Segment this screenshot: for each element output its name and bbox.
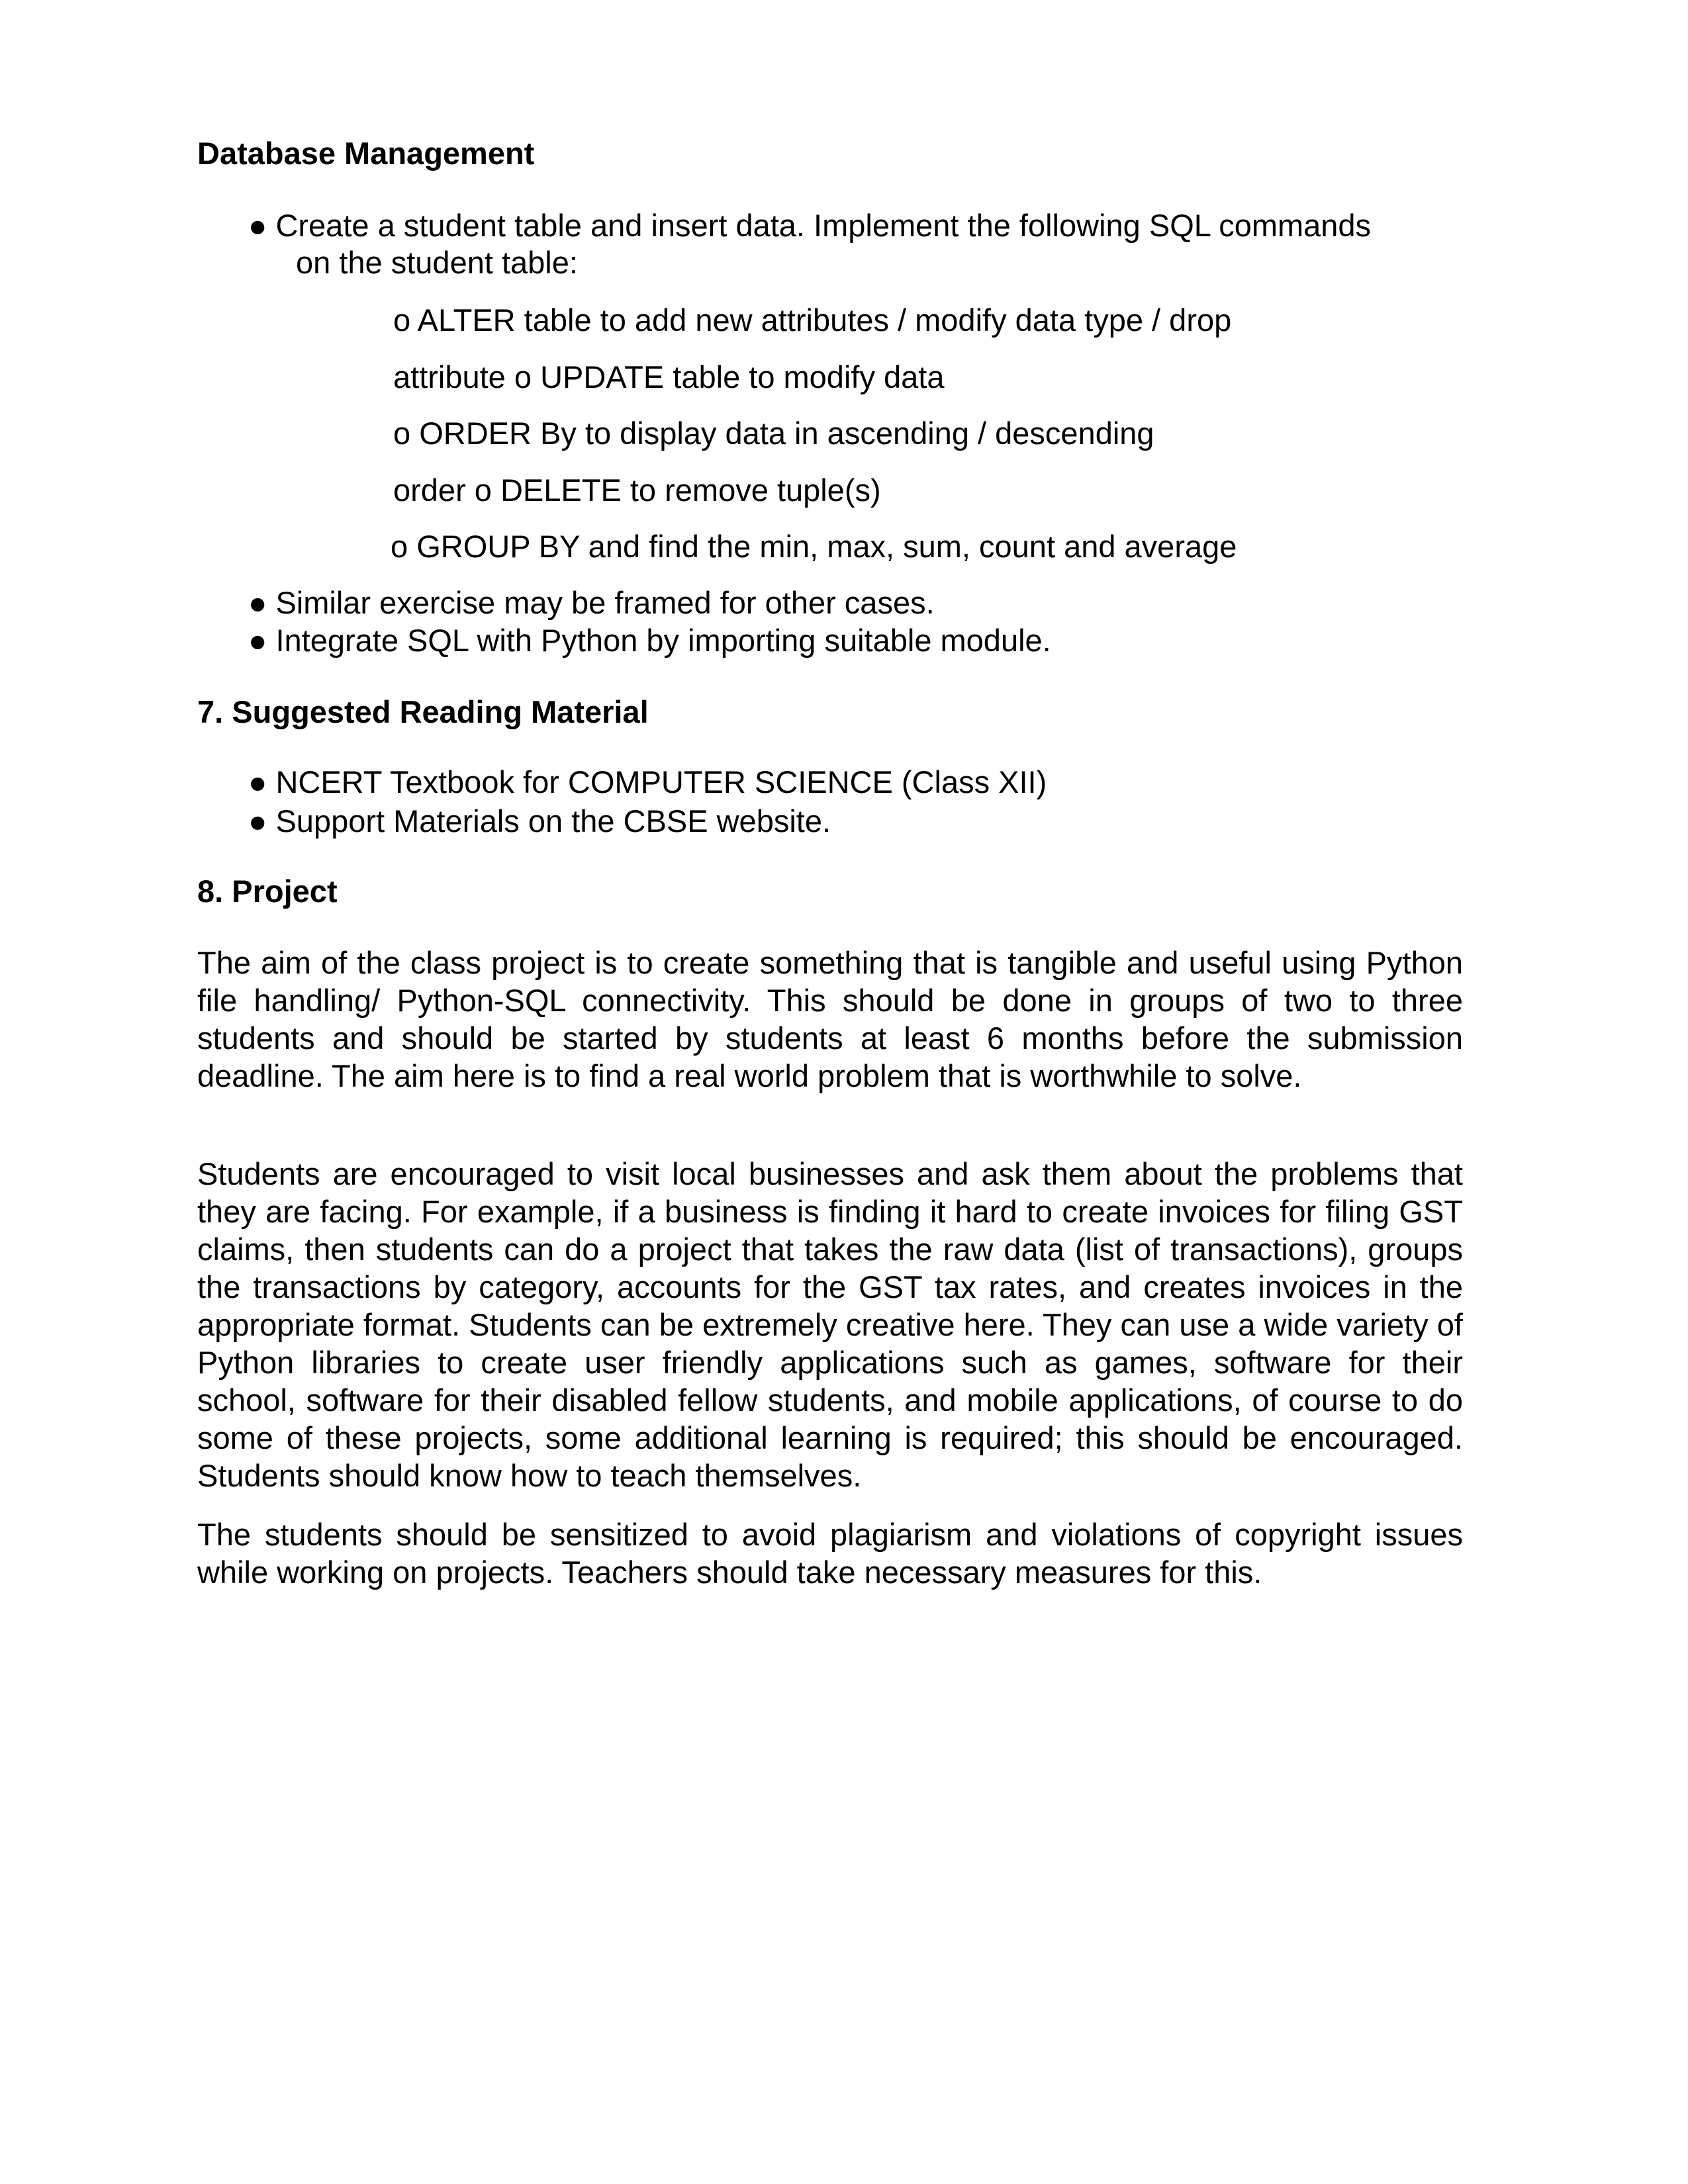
project-paragraph-plagiarism: The students should be sensitized to avoid plagiarism and violations of copyright issues while working on projects. Teachers should take necessary measures for this. <box>197 1517 1463 1590</box>
bullet-create-table-line1: ● Create a student table and insert data. Implement the following SQL commands <box>248 208 1372 243</box>
bullet-create-table-line2: on the student table: <box>296 245 578 280</box>
sql-subitem: o GROUP BY and find the min, max, sum, count and average <box>391 529 1237 564</box>
project-paragraph-businesses: Students are encouraged to visit local businesses and ask them about the problems that they are facing. For example, if a business is finding it hard to create invoices for filing GST claims, then students can do a project that takes the raw data (list of transactions), groups the transactions by category, accounts for the GST tax rates, and creates invoices in the appropriate format. Students can be extremely creative here. They can use a wide variety of Python libraries to create user friendly applications such as games, software for their school, software for their disabled fellow students, and mobile applications, of course to do some of these projects, some additional learning is required; this should be encouraged. Students should know how to teach themselves. <box>197 1156 1463 1493</box>
bullet-similar-exercise: ● Similar exercise may be framed for other cases. <box>248 585 935 620</box>
section-heading-database-management: Database Management <box>197 136 535 171</box>
reading-item-ncert: ● NCERT Textbook for COMPUTER SCIENCE (Class XII) <box>248 764 1047 799</box>
sql-subitem: order o DELETE to remove tuple(s) <box>393 473 881 508</box>
sql-subitem: attribute o UPDATE table to modify data <box>393 359 945 394</box>
project-paragraph-aim: The aim of the class project is to create something that is tangible and useful using Python file handling/ Python-SQL connectivity. This should be done in groups of two to three students and should be started by students at least 6 months before the submission deadline. The aim here is to find a real world problem that is worthwhile to solve. <box>197 945 1463 1093</box>
section-heading-project: 8. Project <box>197 874 338 909</box>
section-heading-reading: 7. Suggested Reading Material <box>197 694 649 729</box>
sql-subitem: o ORDER By to display data in ascending / descending <box>393 416 1154 451</box>
sql-subitem: o ALTER table to add new attributes / modify data type / drop <box>393 302 1232 338</box>
bullet-integrate-sql: ● Integrate SQL with Python by importing suitable module. <box>248 623 1051 658</box>
reading-item-cbse: ● Support Materials on the CBSE website. <box>248 803 831 839</box>
